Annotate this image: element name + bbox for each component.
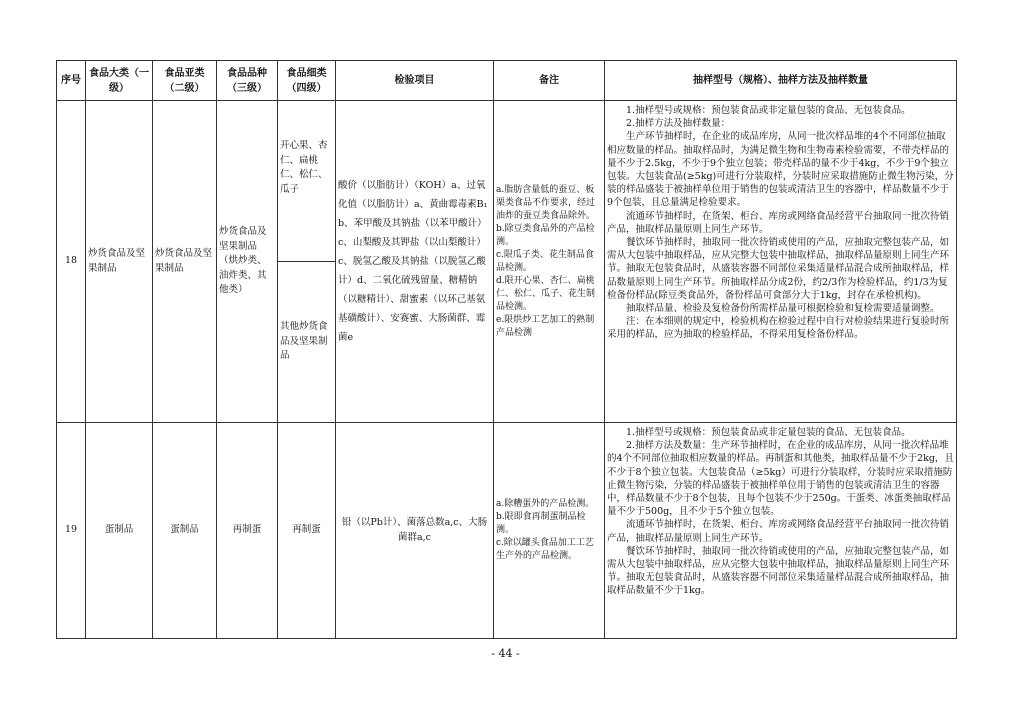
method-paragraph: 流通环节抽样时，在货架、柜台、库房或网络食品经营平台抽取同一批次待销产品，抽取样品量原则上同生产环节。 <box>607 210 950 235</box>
row18-no: 18 <box>57 101 86 423</box>
page-number: - 44 - <box>491 647 520 660</box>
row18-items: 酸价（以脂肪计）（KOH）a、过氧化值（以脂肪计）a、黄曲霉毒素B₁ b、苯甲酸及其钠盐（以苯甲酸计）c、山梨酸及其钾盐（以山梨酸计）c、脱氢乙酸及其钠盐（以脱氢乙酸计）d、二氧化硫残留量、糖精钠（以糖精计）、甜蜜素（以环己基氨基磺酸计）、安赛蜜、大肠菌群、霉菌e <box>336 101 494 423</box>
row18-cat4a: 开心果、杏仁、扁桃仁、松仁、瓜子 <box>278 101 336 262</box>
header-cat3: 食品品种（三级） <box>217 61 278 101</box>
row18-notes: a.脂肪含量低的蚕豆、板栗类食品不作要求，经过油炸的蚕豆类食品除外。 b.除豆类食品外的产品检测。 c.限瓜子类、花生制品食品检测。 d.限开心果、杏仁、扁桃仁、松仁、瓜子、花生制品检测。 e.限烘炒工艺加工的熟制产品检测 <box>494 101 605 423</box>
method-paragraph: 1.抽样型号或规格：预包装食品或非定量包装的食品、无包装食品。 <box>626 105 911 116</box>
header-no: 序号 <box>57 61 86 101</box>
row19-cat3: 再制蛋 <box>217 423 278 639</box>
row19-method <box>605 423 957 639</box>
method-paragraph: 1.抽样型号或规格：预包装食品或非定量包装的食品、无包装食品。 <box>626 427 911 438</box>
row18-cat2: 炒货食品及坚果制品 <box>153 101 217 423</box>
header-cat2: 食品亚类（二级） <box>153 61 217 101</box>
row18-cat1: 炒货食品及坚果制品 <box>86 101 153 423</box>
header-cat4: 食品细类（四级） <box>278 61 336 101</box>
row18-method <box>605 101 957 423</box>
method-paragraph: 2.抽样方法及数量：生产环节抽样时，在企业的成品库房，从同一批次样品堆的4个不同部位抽取相应数量的样品。再制蛋和其他类，抽取样品量不少于2kg，且不少于8个独立包装。大包装食品（≥5kg）可进行分装取样，分装时应采取措施防止微生物污染，分装的样品盛装于被抽样单位用于销售的包装或清洁卫生的容器中，样品数量不少于8个包装，且每个包装不少于250g。干蛋类、冰蛋类抽取样品量不少于500g，且不少于5个独立包装。 <box>607 440 954 518</box>
method-paragraph: 注：在本细则的规定中，检验机构在检验过程中自行对检验结果进行复验时所采用的样品，应为抽取的检验样品，不得采用复检备份样品。 <box>607 316 950 341</box>
method-paragraph: 餐饮环节抽样时，抽取同一批次待销或使用的产品，应抽取完整包装产品，如需从大包装中抽取样品，应从完整大包装中抽取样品，抽取样品量原则上同生产环节。抽取无包装食品时，从盛装容器不同部位采集适量样品混合成所抽取样品，抽取样品数量不少于1kg。 <box>607 545 950 597</box>
row18-cat3: 炒货食品及坚果制品（烘炒类、油炸类、其他类） <box>217 101 278 423</box>
row19-items: 铅（以Pb计）、菌落总数a,c、大肠菌群a,c <box>336 423 494 639</box>
method-paragraph: 抽取样品量、检验及复检备份所需样品量可根据检验和复检需要适量调整。 <box>626 303 940 315</box>
row19-no: 19 <box>57 423 86 639</box>
table-row <box>57 101 957 262</box>
sampling-table <box>56 60 957 639</box>
row19-cat1: 蛋制品 <box>86 423 153 639</box>
method-paragraph: 生产环节抽样时，在企业的成品库房，从同一批次样品堆的4个不同部位抽取相应数量的样品。抽取样品时，为满足微生物和生物毒素检验需要，不带壳样品的量不少于2.5kg，不少于9个独立包装；带壳样品的量不少于4kg，不少于9个独立包装。大包装食品(≥5kg)可进行分装取样，分装时应采取措施防止微生物污染，分装的样品盛装于被抽样单位用于销售的包装或清洁卫生的容器中，样品数量不少于9个包装，且总量满足检验要求。 <box>607 131 954 209</box>
header-method: 抽样型号（规格）、抽样方法及抽样数量 <box>605 61 957 101</box>
row19-notes: a.除糟蛋外的产品检测。 b.限即食再制蛋制品检测。 c.除以罐头食品加工工艺生产外的产品检测。 <box>494 423 605 639</box>
header-notes: 备注 <box>494 61 605 101</box>
method-paragraph: 流通环节抽样时，在货架、柜台、库房或网络食品经营平台抽取同一批次待销产品，抽取样品量原则上同生产环节。 <box>607 519 950 544</box>
method-paragraph: 餐饮环节抽样时，抽取同一批次待销或使用的产品，应抽取完整包装产品，如需从大包装中抽取样品，应从完整大包装中抽取样品，抽取样品量原则上同生产环节。抽取无包装食品时，从盛装容器不同部位采集适量样品混合成所抽取样品，样品数量原则上同生产环节。所抽取样品分成2份，约2/3作为检验样品，约1/3为复检备份样品(除豆类食品外，备份样品可食部分大于1kg，封存在承检机构)。 <box>607 237 950 301</box>
row19-cat2: 蛋制品 <box>153 423 217 639</box>
row19-cat4: 再制蛋 <box>278 423 336 639</box>
row18-cat4b: 其他炒货食品及坚果制品 <box>278 262 336 423</box>
header-items: 检验项目 <box>336 61 494 101</box>
header-cat1: 食品大类（一级） <box>86 61 153 101</box>
header-row <box>57 61 957 101</box>
method-paragraph: 2.抽样方法及抽样数量： <box>626 118 731 130</box>
table-row <box>57 423 957 639</box>
